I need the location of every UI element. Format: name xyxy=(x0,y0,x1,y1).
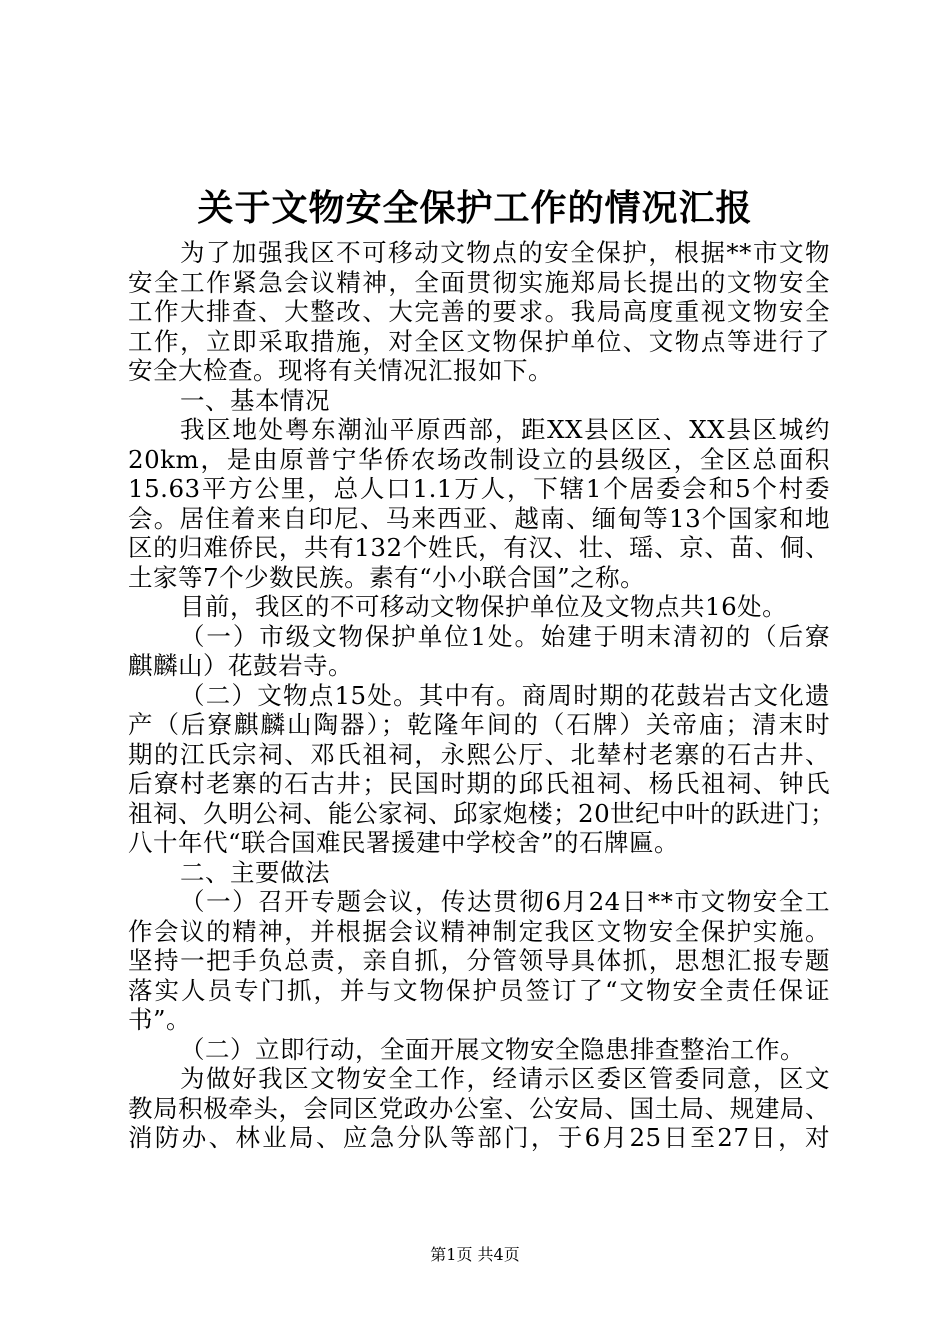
document-body xyxy=(128,238,836,1153)
body-line: 目前，我区的不可移动文物保护单位及文物点共16处。 xyxy=(180,592,788,621)
body-line: （一）市级文物保护单位1处。始建于明末清初的（后寮 xyxy=(180,621,830,651)
body-line: 安全工作紧急会议精神，全面贯彻实施郑局长提出的文物安全 xyxy=(128,267,830,297)
body-line: 我区地处粤东潮汕平原西部，距XX县区区、XX县区城约 xyxy=(180,415,830,444)
body-line: 为做好我区文物安全工作，经请示区委区管委同意，区文 xyxy=(180,1064,830,1093)
document-title: 关于文物安全保护工作的情况汇报 xyxy=(197,187,753,229)
body-line: （一）召开专题会议，传达贯彻6月24日**市文物安全工 xyxy=(180,887,830,916)
body-line: 一、基本情况 xyxy=(180,385,330,415)
body-line: 后寮村老寨的石古井；民国时期的邱氏祖祠、杨氏祖祠、钟氏 xyxy=(128,769,830,798)
body-line: 为了加强我区不可移动文物点的安全保护，根据**市文物 xyxy=(180,238,830,267)
body-line: 工作大排查、大整改、大完善的要求。我局高度重视文物安全 xyxy=(128,297,830,326)
body-line: 书”。 xyxy=(128,1005,192,1034)
body-line: 教局积极牵头，会同区党政办公室、公安局、国土局、规建局、 xyxy=(128,1093,830,1123)
body-line: 土家等7个少数民族。素有“小小联合国”之称。 xyxy=(128,562,646,592)
body-line: 坚持一把手负总责，亲自抓，分管领导具体抓，思想汇报专题 xyxy=(128,946,830,975)
body-line: 区的归难侨民，共有132个姓氏，有汉、壮、瑶、京、苗、侗、 xyxy=(128,533,830,562)
body-line: 会。居住着来自印尼、马来西亚、越南、缅甸等13个国家和地 xyxy=(128,503,830,533)
body-line: 消防办、林业局、应急分队等部门，于6月25日至27日，对 xyxy=(128,1123,830,1152)
page-footer: 第1页 共4页 xyxy=(430,1245,520,1264)
body-line: 八十年代“联合国难民署援建中学校舍”的石牌匾。 xyxy=(128,828,680,857)
body-line: 落实人员专门抓，并与文物保护员签订了“文物安全责任保证 xyxy=(128,975,830,1005)
body-line: 15.63平方公里，总人口1.1万人，下辖1个居委会和5个村委 xyxy=(128,474,830,503)
body-line: 产（后寮麒麟山陶器）；乾隆年间的（石牌）关帝庙；清末时 xyxy=(128,710,830,739)
body-line: 作会议的精神，并根据会议精神制定我区文物安全保护实施。 xyxy=(128,916,830,946)
body-line: 20km，是由原普宁华侨农场改制设立的县级区，全区总面积 xyxy=(128,444,830,474)
body-line: 麒麟山）花鼓岩寺。 xyxy=(128,651,353,680)
body-line: 二、主要做法 xyxy=(180,857,330,887)
body-line: 期的江氏宗祠、邓氏祖祠，永熙公厅、北辇村老寨的石古井、 xyxy=(128,739,830,769)
body-line: （二）文物点15处。其中有。商周时期的花鼓岩古文化遗 xyxy=(180,680,830,710)
body-line: 工作，立即采取措施，对全区文物保护单位、文物点等进行了 xyxy=(128,326,830,356)
body-line: 祖祠、久明公祠、能公家祠、邱家炮楼；20世纪中叶的跃进门； xyxy=(128,798,836,828)
body-line: 安全大检查。现将有关情况汇报如下。 xyxy=(128,356,553,385)
body-line: （二）立即行动，全面开展文物安全隐患排查整治工作。 xyxy=(180,1034,805,1064)
